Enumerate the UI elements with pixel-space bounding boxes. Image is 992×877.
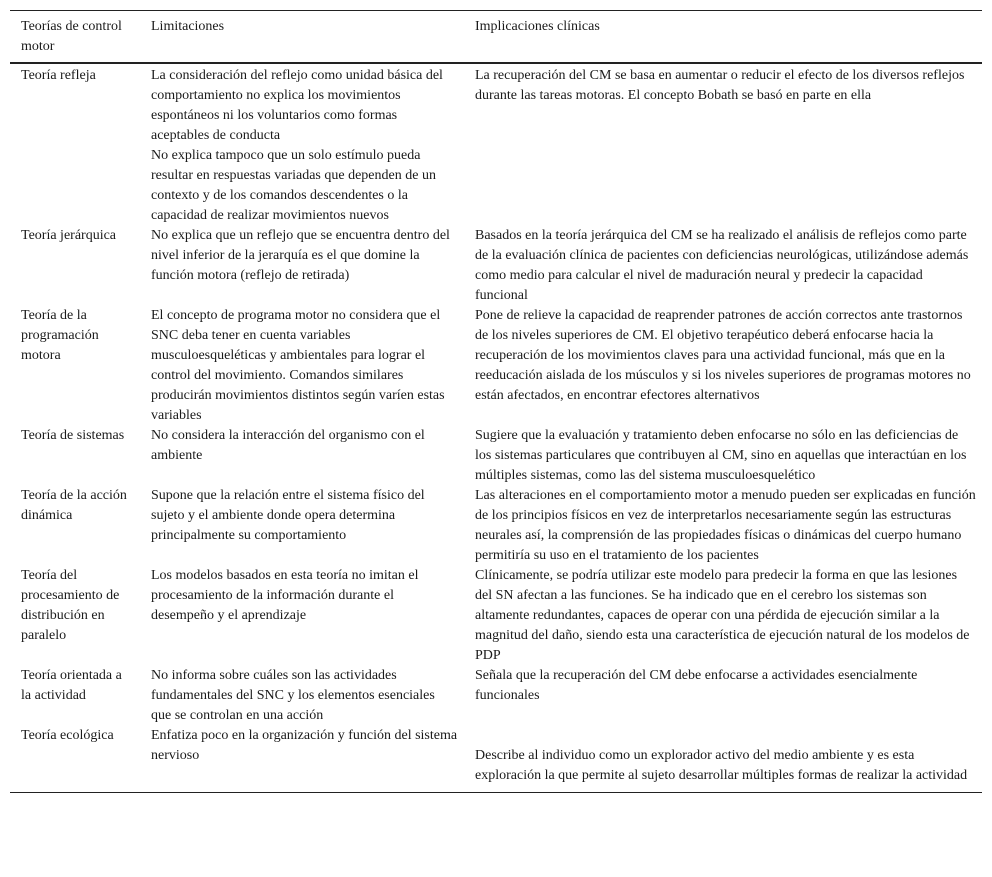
implications-cell: Las alteraciones en el comportamiento motor a menudo pueden ser explicadas en función de los principios físicos en vez de interpretarlos necesariamente según las estructuras neurales así, la comprensión de las propiedades físicas o dinámicas del cuerpo humano permitiría su uso en el tratamiento de los pacientes <box>475 488 976 563</box>
table-row <box>10 226 982 306</box>
theory-cell: Teoría del procesamiento de distribución en paralelo <box>21 568 120 643</box>
implications-cell: Describe al individuo como un explorador activo del medio ambiente y es esta exploración la que permite al sujeto desarrollar múltiples formas de realizar la actividad <box>475 748 968 783</box>
limitations-cell: El concepto de programa motor no considera que el SNC deba tener en cuenta variables musculoesqueléticas y ambientales para lograr el control del movimiento. Comandos similares producirán movimientos distintos según varíen estas variables <box>151 308 445 423</box>
limitations-cell: No informa sobre cuáles son las actividades fundamentales del SNC y los elementos esenciales que se controlan en una acción <box>151 668 435 723</box>
motor-control-theories-table <box>10 10 982 793</box>
table-row <box>10 726 982 793</box>
theory-cell: Teoría ecológica <box>21 728 114 743</box>
implications-cell: Basados en la teoría jerárquica del CM se ha realizado el análisis de reflejos como parte de la evaluación clínica de pacientes con deficiencias neurológicas, utilizándose además como medio para calcular el nivel de maduración neural y predecir la capacidad funcional <box>475 228 969 303</box>
theory-cell: Teoría de sistemas <box>21 428 125 443</box>
theory-cell: Teoría orientada a la actividad <box>21 668 122 703</box>
table-header-row <box>10 11 982 64</box>
table-row <box>10 426 982 486</box>
limitations-cell: No considera la interacción del organismo con el ambiente <box>151 428 425 463</box>
header-limitations: Limitaciones <box>151 19 225 34</box>
limitations-cell: Los modelos basados en esta teoría no imitan el procesamiento de la información durante el desempeño y el aprendizaje <box>151 568 419 623</box>
theories-table-container <box>10 10 982 793</box>
header-clinical-implications: Implicaciones clínicas <box>475 19 600 34</box>
limitations-cell: La consideración del reflejo como unidad básica del comportamiento no explica los movimientos espontáneos ni los voluntarios como formas aceptables de conducta No explica tampoco que un solo estímulo pueda resultar en respuestas variadas que dependen de un contexto y de los comandos descendentes o la capacidad de realizar movimientos nuevos <box>151 68 443 223</box>
table-row <box>10 306 982 426</box>
theory-cell: Teoría de la programación motora <box>21 308 99 363</box>
implications-cell: Pone de relieve la capacidad de reaprender patrones de acción correctos ante trastornos de los niveles superiores de CM. El objetivo terapéutico deberá enfocarse hacia la recuperación de los movimientos claves para una actividad funcional, más que en la reeducación aislada de los músculos y si los niveles superiores de programas motores no están afectados, en encontrar efectores alternativos <box>475 308 971 403</box>
theory-cell: Teoría jerárquica <box>21 228 117 243</box>
implications-cell: Clínicamente, se podría utilizar este modelo para predecir la forma en que las lesiones del SN afectan a las funciones. Se ha indicado que en el cerebro los sistemas son altamente redundantes, capaces de operar con una pérdida de ejecución similar a la magnitud del daño, siendo esta una característica de ejecución natural de los modelos de PDP <box>475 568 970 663</box>
header-theories: Teorías de control motor <box>21 19 122 54</box>
table-row <box>10 666 982 726</box>
implications-cell: Sugiere que la evaluación y tratamiento deben enfocarse no sólo en las deficiencias de los sistemas particulares que contribuyen al CM, sino en aquellas que interactúan en los múltiples sistemas, como las del sistema musculoesquelético <box>475 428 967 483</box>
theory-cell: Teoría de la acción dinámica <box>21 488 127 523</box>
table-row <box>10 486 982 566</box>
limitations-cell: Supone que la relación entre el sistema físico del sujeto y el ambiente donde opera determina principalmente su comportamiento <box>151 488 425 543</box>
table-row <box>10 566 982 666</box>
theory-cell: Teoría refleja <box>21 68 96 83</box>
limitations-cell: No explica que un reflejo que se encuentra dentro del nivel inferior de la jerarquía es el que domine la función motora (reflejo de retirada) <box>151 228 450 283</box>
table-row <box>10 63 982 226</box>
implications-cell: Señala que la recuperación del CM debe enfocarse a actividades esencialmente funcionales <box>475 668 918 703</box>
limitations-cell: Enfatiza poco en la organización y función del sistema nervioso <box>151 728 458 763</box>
implications-cell: La recuperación del CM se basa en aumentar o reducir el efecto de los diversos reflejos durante las tareas motoras. El concepto Bobath se basó en parte en ella <box>475 68 965 103</box>
